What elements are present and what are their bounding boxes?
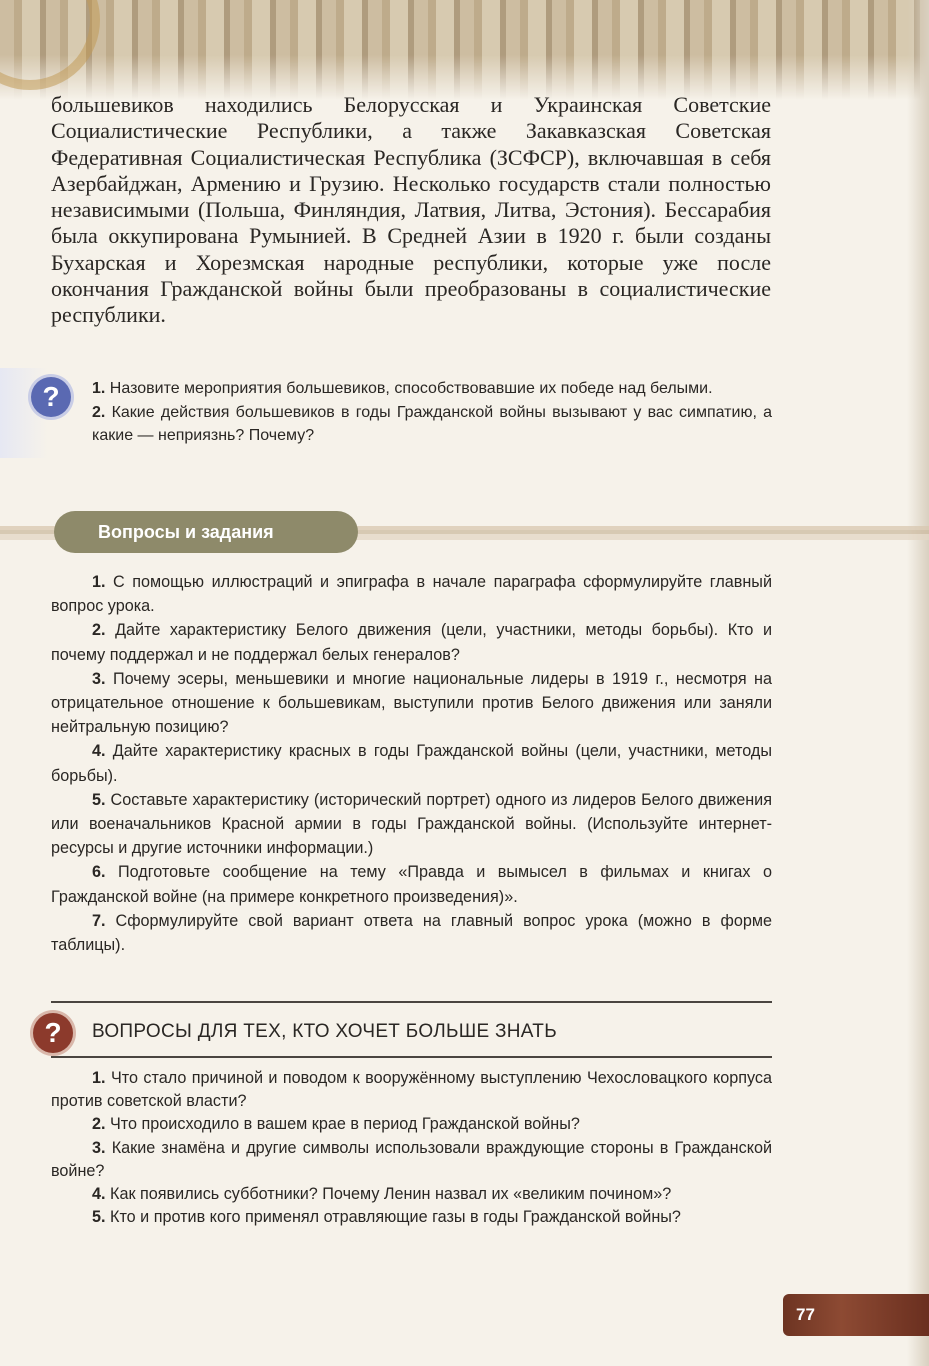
- item-text: Какие действия большевиков в годы Гражданской войны вызывают у вас симпатию, а какие — неприязнь? Почему?: [92, 403, 773, 444]
- list-item: [51, 618, 772, 666]
- item-text: Как появились субботники? Почему Ленин назвал их «великим почином»?: [110, 1185, 672, 1204]
- page-number: 77: [796, 1305, 815, 1324]
- item-text: Подготовьте сообщение на тему «Правда и вымысел в фильмах и книгах о Гражданской войне (на примере конкретного произведения)».: [51, 863, 773, 906]
- item-number: 1.: [92, 1069, 106, 1087]
- item-text: Почему эсеры, меньшевики и многие национальные лидеры в 1919 г., несмотря на отрицательное отношение к большевикам, выступили против Белого движения или заняли нейтральную позицию?: [51, 669, 772, 737]
- question-circle-icon: ?: [33, 1013, 73, 1053]
- item-number: 1.: [92, 573, 106, 591]
- item-number: 3.: [92, 1138, 106, 1157]
- item-text: Дайте характеристику красных в годы Гражданской войны (цели, участники, методы борьбы).: [51, 742, 772, 785]
- list-item: [51, 570, 772, 618]
- list-item: [92, 377, 772, 401]
- question-circle-icon: ?: [31, 377, 71, 417]
- item-number: 2.: [92, 403, 106, 421]
- divider-top: [51, 1001, 772, 1003]
- list-item: [51, 1206, 772, 1229]
- header-illustration-banner: [0, 0, 929, 100]
- item-text: Что стало причиной и поводом к вооружённому выступлению Чехословацкого корпуса против советской власти?: [51, 1069, 773, 1111]
- item-text: Назовите мероприятия большевиков, способствовавшие их победе над белыми.: [109, 380, 713, 397]
- item-number: 3.: [92, 669, 106, 688]
- item-text: Что происходило в вашем крае в период Гражданской войны?: [110, 1115, 580, 1134]
- item-number: 5.: [92, 790, 106, 809]
- list-item: [51, 1113, 772, 1136]
- item-text: Кто и против кого применял отравляющие газы в годы Гражданской войны?: [110, 1208, 681, 1227]
- list-item: [92, 401, 772, 448]
- tasks-list: [51, 570, 772, 957]
- list-item: [51, 1183, 772, 1206]
- divider-bottom: [51, 1056, 772, 1058]
- item-number: 5.: [92, 1208, 106, 1227]
- item-text: Сформулируйте свой вариант ответа на главный вопрос урока (можно в форме таблицы).: [51, 911, 772, 955]
- page-edge-shadow: [907, 0, 929, 1366]
- list-item: [51, 860, 772, 908]
- list-item: [51, 667, 772, 740]
- item-number: 2.: [92, 1115, 106, 1134]
- item-text: Дайте характеристику Белого движения (цели, участники, методы борьбы). Кто и почему поддержал и не поддержал белых генералов?: [51, 621, 772, 664]
- item-number: 1.: [92, 380, 106, 397]
- item-number: 7.: [92, 911, 106, 930]
- check-questions-list: [92, 377, 772, 448]
- bonus-section-title: ВОПРОСЫ ДЛЯ ТЕХ, КТО ХОЧЕТ БОЛЬШЕ ЗНАТЬ: [92, 1021, 557, 1042]
- item-text: С помощью иллюстраций и эпиграфа в начале параграфа сформулируйте главный вопрос урока.: [51, 573, 772, 616]
- list-item: [51, 788, 772, 861]
- item-number: 2.: [92, 621, 106, 640]
- section-title: Вопросы и задания: [54, 511, 358, 553]
- list-item: [51, 739, 772, 787]
- main-paragraph: большевиков находились Белорусская и Украинская Советские Социалистические Республики, а также Закавказская Советская Федеративная Социалистическая Республика (ЗСФСР), включавшая в себя Азербайджан, Армению и Грузию. Несколько государств стали полностью независимыми (Польша, Финляндия, Латвия, Литва, Эстония). Бессарабия была оккупирована Румынией. В Средней Азии в 1920 г. были созданы Бухарская и Хорезмская народные республики, которые уже после окончания Гражданской войны были преобразованы в социалистические республики.: [51, 92, 771, 328]
- item-text: Составьте характеристику (исторический портрет) одного из лидеров Белого движения или военачальников Красной армии в годы Гражданской войны. (Используйте интернет-ресурсы и другие источники информации.): [51, 790, 772, 858]
- list-item: [51, 1067, 772, 1113]
- list-item: [51, 909, 772, 957]
- list-item: [51, 1137, 772, 1183]
- item-number: 4.: [92, 742, 106, 761]
- item-number: 4.: [92, 1185, 106, 1204]
- bonus-questions-list: [51, 1067, 772, 1229]
- item-number: 6.: [92, 863, 106, 882]
- item-text: Какие знамёна и другие символы использовали враждующие стороны в Гражданской войне?: [51, 1138, 772, 1180]
